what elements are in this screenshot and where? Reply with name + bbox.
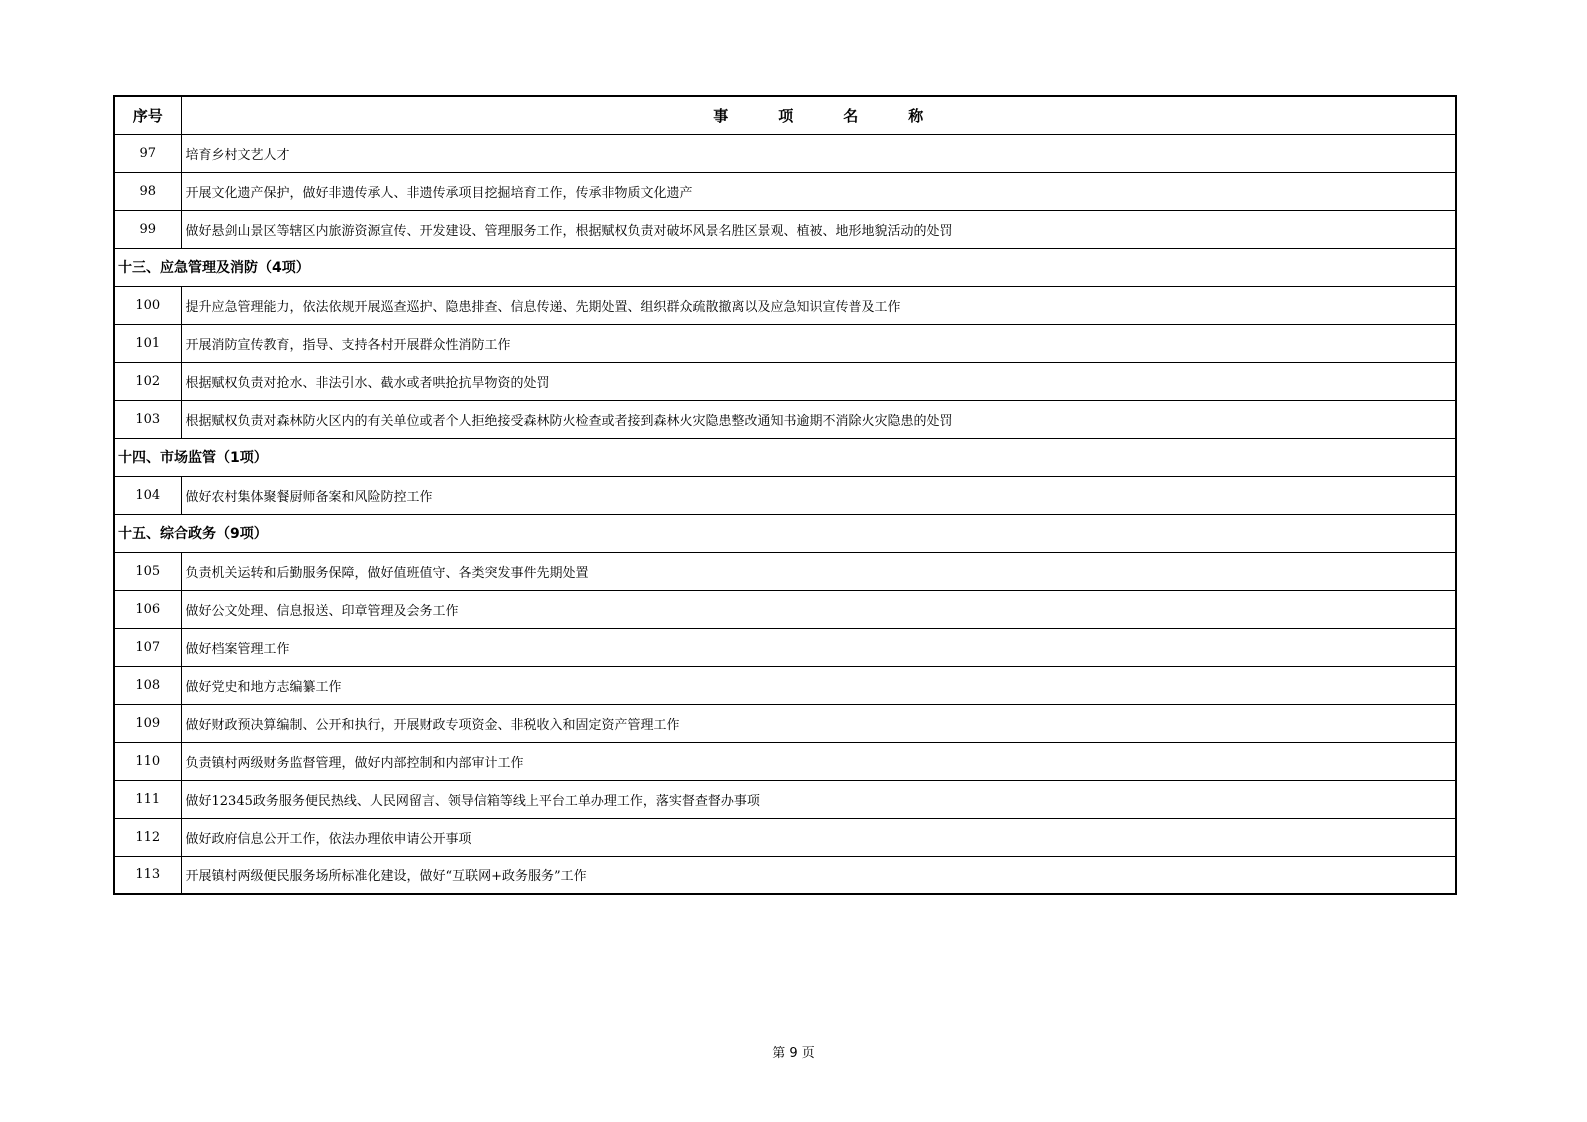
item-name: 负责镇村两级财务监督管理，做好内部控制和内部审计工作 [181, 742, 1456, 780]
item-name: 负责机关运转和后勤服务保障，做好值班值守、各类突发事件先期处置 [181, 552, 1456, 590]
page-number: 第 9 页 [772, 1046, 815, 1061]
table-body [114, 134, 1456, 894]
item-number: 109 [114, 704, 181, 742]
section-title: 十三、应急管理及消防（4项） [114, 248, 1456, 286]
table-row [114, 590, 1456, 628]
table-row [114, 818, 1456, 856]
table-row [114, 856, 1456, 894]
table-row [114, 742, 1456, 780]
table-row [114, 362, 1456, 400]
section-row [114, 248, 1456, 286]
item-number: 105 [114, 552, 181, 590]
item-name: 做好公文处理、信息报送、印章管理及会务工作 [181, 590, 1456, 628]
item-name: 做好档案管理工作 [181, 628, 1456, 666]
item-name: 培育乡村文艺人才 [181, 134, 1456, 172]
item-number: 99 [114, 210, 181, 248]
item-number: 111 [114, 780, 181, 818]
item-number: 108 [114, 666, 181, 704]
item-name: 开展消防宣传教育，指导、支持各村开展群众性消防工作 [181, 324, 1456, 362]
table-row [114, 210, 1456, 248]
section-row [114, 514, 1456, 552]
item-number: 103 [114, 400, 181, 438]
item-name: 做好悬剑山景区等辖区内旅游资源宣传、开发建设、管理服务工作，根据赋权负责对破坏风景名胜区景观、植被、地形地貌活动的处罚 [181, 210, 1456, 248]
item-number: 110 [114, 742, 181, 780]
item-number: 106 [114, 590, 181, 628]
item-name: 做好12345政务服务便民热线、人民网留言、领导信箱等线上平台工单办理工作，落实督查督办事项 [181, 780, 1456, 818]
table-row [114, 172, 1456, 210]
section-title: 十五、综合政务（9项） [114, 514, 1456, 552]
header-name: 事项名称 [181, 96, 1456, 134]
item-name: 做好党史和地方志编纂工作 [181, 666, 1456, 704]
item-number: 107 [114, 628, 181, 666]
table-header-row [114, 96, 1456, 134]
item-name: 做好政府信息公开工作，依法办理依申请公开事项 [181, 818, 1456, 856]
table-row [114, 134, 1456, 172]
item-number: 98 [114, 172, 181, 210]
table-row [114, 552, 1456, 590]
item-name: 做好农村集体聚餐厨师备案和风险防控工作 [181, 476, 1456, 514]
item-number: 101 [114, 324, 181, 362]
items-table [113, 95, 1457, 895]
item-number: 100 [114, 286, 181, 324]
table-row [114, 286, 1456, 324]
item-number: 102 [114, 362, 181, 400]
table-row [114, 704, 1456, 742]
table-row [114, 780, 1456, 818]
item-name: 开展镇村两级便民服务场所标准化建设，做好“互联网+政务服务”工作 [181, 856, 1456, 894]
item-name: 根据赋权负责对森林防火区内的有关单位或者个人拒绝接受森林防火检查或者接到森林火灾隐患整改通知书逾期不消除火灾隐患的处罚 [181, 400, 1456, 438]
table-row [114, 400, 1456, 438]
item-name: 做好财政预决算编制、公开和执行，开展财政专项资金、非税收入和固定资产管理工作 [181, 704, 1456, 742]
section-row [114, 438, 1456, 476]
item-number: 112 [114, 818, 181, 856]
table-row [114, 628, 1456, 666]
table-row [114, 666, 1456, 704]
item-name: 根据赋权负责对抢水、非法引水、截水或者哄抢抗旱物资的处罚 [181, 362, 1456, 400]
item-name: 提升应急管理能力，依法依规开展巡查巡护、隐患排查、信息传递、先期处置、组织群众疏散撤离以及应急知识宣传普及工作 [181, 286, 1456, 324]
table-row [114, 476, 1456, 514]
item-number: 104 [114, 476, 181, 514]
table-row [114, 324, 1456, 362]
item-number: 113 [114, 856, 181, 894]
section-title: 十四、市场监管（1项） [114, 438, 1456, 476]
header-number: 序号 [114, 96, 181, 134]
item-name: 开展文化遗产保护，做好非遗传承人、非遗传承项目挖掘培育工作，传承非物质文化遗产 [181, 172, 1456, 210]
item-number: 97 [114, 134, 181, 172]
